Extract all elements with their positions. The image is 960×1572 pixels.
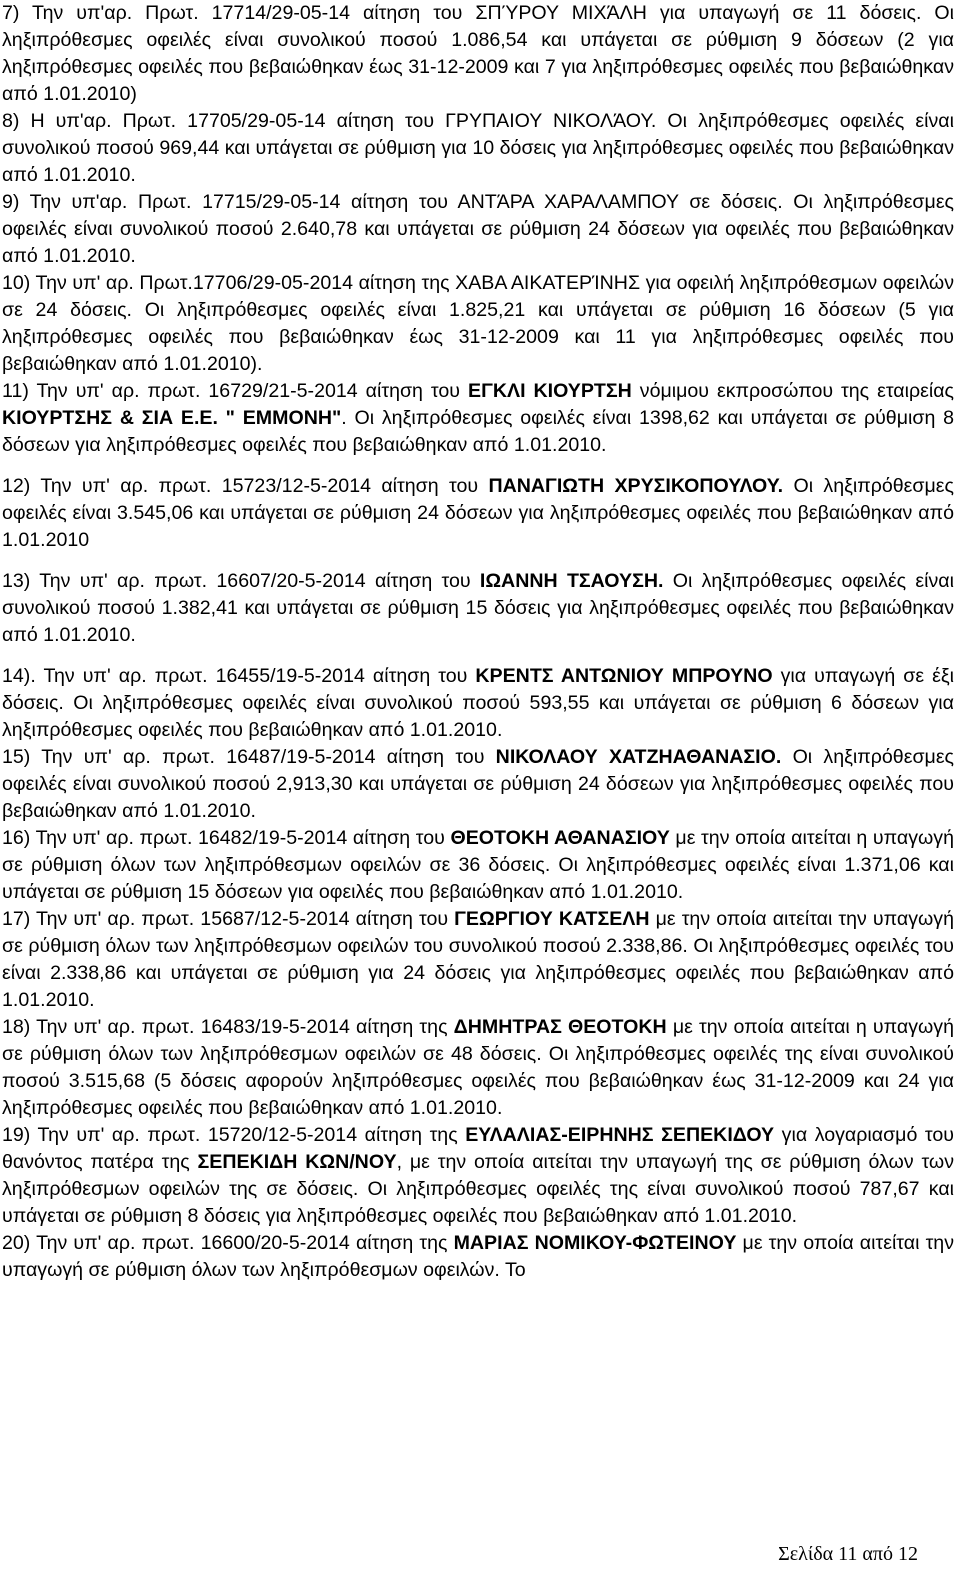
item-text: 15) Την υπ' αρ. πρωτ. 16487/19-5-2014 αίτηση του [2,746,496,768]
bold-name-text: ΜΑΡΙΑΣ ΝΟΜΙΚΟΥ-ΦΩΤΕΙΝΟΥ [453,1232,737,1254]
item-text: 13) Την υπ' αρ. πρωτ. 16607/20-5-2014 αίτηση του [2,570,480,592]
item-text: για υπαγωγή σε έξι δόσεις. Οι ληξιπρόθεσμες οφειλές είναι συνολικού ποσού 593,55 και υπάγεται σε ρύθμιση 6 δόσεων για ληξιπρόθεσμες οφειλές που βεβαιώθηκαν από 1.01.2010. [2,665,954,741]
item-text: νόμιμου εκπροσώπου της εταιρείας [631,380,954,402]
decision-item [2,825,954,906]
item-text: , με την οποία αιτείται την υπαγωγή της σε ρύθμιση όλων των ληξιπρόθεσμων οφειλών της σε δόσεις. Οι ληξιπρόθεσμες οφειλές της είναι συνολικού ποσού 787,67 και υπάγεται σε ρύθμιση 8 δόσεις για ληξιπρόθεσμες οφειλές που βεβαιώθηκαν από 1.01.2010. [2,1151,954,1227]
bold-name-text: ΙΩΑΝΝΗ ΤΣΑΟΥΣΗ. [479,570,664,592]
item-text: 10) Την υπ' αρ. Πρωτ.17706/29-05-2014 αίτηση της ΧΑΒΑ ΑΙΚΑΤΕΡΊΝΗΣ για οφειλή ληξιπρόθεσμων οφειλών σε 24 δόσεις. Οι ληξιπρόθεσμες οφειλές είναι 1.825,21 και υπάγεται σε ρύθμιση 16 δόσεων (5 για ληξιπρόθεσμες οφειλές που βεβαιώθηκαν έως 31-12-2009 και 11 για ληξιπρόθεσμες οφειλές που βεβαιώθηκαν από 1.01.2010). [2,272,954,375]
bold-name-text: ΚΙΟΥΡΤΣΗΣ & ΣΙΑ Ε.Ε. " ΕΜΜΟΝΗ" [2,407,342,429]
bold-name-text: ΕΓΚΛΙ ΚΙΟΥΡΤΣΗ [468,380,632,402]
item-text: 11) Την υπ' αρ. πρωτ. 16729/21-5-2014 αίτηση του [2,380,468,402]
item-text: Οι ληξιπρόθεσμες οφειλές είναι 3.545,06 και υπάγεται σε ρύθμιση 24 δόσεων για ληξιπρόθεσμες οφειλές που βεβαιώθηκαν από 1.01.2010 [2,475,954,551]
item-text: 14). Την υπ' αρ. πρωτ. 16455/19-5-2014 αίτηση του [2,665,476,687]
decision-item [2,189,954,270]
item-text: 7) Την υπ'αρ. Πρωτ. 17714/29-05-14 αίτηση του ΣΠΎΡΟΥ ΜΙΧΆΛΗ για υπαγωγή σε 11 δόσεις. Οι ληξιπρόθεσμες οφειλές είναι συνολικού ποσού 1.086,54 και υπάγεται σε ρύθμιση 9 δόσεων (2 για ληξιπρόθεσμες οφειλές που βεβαιώθηκαν έως 31-12-2009 και 7 για ληξιπρόθεσμες οφειλές που βεβαιώθηκαν από 1.01.2010) [2,2,954,105]
item-text: 20) Την υπ' αρ. πρωτ. 16600/20-5-2014 αίτηση της [2,1232,454,1254]
decision-item [2,270,954,378]
item-text: 9) Την υπ'αρ. Πρωτ. 17715/29-05-14 αίτηση του ΑΝΤΆΡΑ ΧΑΡΑΛΑΜΠΟΥ σε δόσεις. Οι ληξιπρόθεσμες οφειλές είναι συνολικού ποσού 2.640,78 και υπάγεται σε ρύθμιση 24 δόσεων για οφειλές που βεβαιώθηκαν από 1.01.2010. [2,191,954,267]
decision-item [2,906,954,1014]
item-text: με την οποία αιτείται η υπαγωγή σε ρύθμιση όλων των ληξιπρόθεσμων οφειλών σε 36 δόσεις. Οι ληξιπρόθεσμες οφειλές είναι 1.371,06 και υπάγεται σε ρύθμιση 15 δόσεων για οφειλές που βεβαιώθηκαν από 1.01.2010. [2,827,954,903]
document-body [2,0,954,1284]
item-text: 19) Την υπ' αρ. πρωτ. 15720/12-5-2014 αίτηση της [2,1124,466,1146]
decision-item [2,663,954,744]
decision-item [2,1014,954,1122]
decision-item [2,744,954,825]
bold-name-text: ΠΑΝΑΓΙΩΤΗ ΧΡΥΣΙΚΟΠΟΥΛΟΥ. [488,475,784,497]
item-text: Οι ληξιπρόθεσμες οφειλές είναι συνολικού ποσού 1.382,41 και υπάγεται σε ρύθμιση 15 δόσεις για ληξιπρόθεσμες οφειλές που βεβαιώθηκαν από 1.01.2010. [2,570,954,646]
bold-name-text: ΝΙΚΟΛΑΟΥ ΧΑΤΖΗΑΘΑΝΑΣΙΟ. [495,746,782,768]
decision-item [2,1230,954,1284]
bold-name-text: ΚΡΕΝΤΣ ΑΝΤΩΝΙΟΥ ΜΠΡΟΥΝΟ [475,665,773,687]
item-text: Οι ληξιπρόθεσμες οφειλές είναι συνολικού ποσού 2,913,30 και υπάγεται σε ρύθμιση 24 δόσεων για ληξιπρόθεσμες οφειλές που βεβαιώθηκαν από 1.01.2010. [2,746,954,822]
item-text: . Οι ληξιπρόθεσμες οφειλές είναι 1398,62 και υπάγεται σε ρύθμιση 8 δόσεων για ληξιπρόθεσμες οφειλές που βεβαιώθηκαν από 1.01.2010. [2,407,955,456]
item-text: για λογαριασμό του θανόντος πατέρα της [2,1124,955,1173]
decision-item [2,473,954,554]
item-text: 18) Την υπ' αρ. πρωτ. 16483/19-5-2014 αίτηση της [2,1016,454,1038]
item-text: 17) Την υπ' αρ. πρωτ. 15687/12-5-2014 αίτηση του [2,908,455,930]
decision-item [2,568,954,649]
item-text: με την οποία αιτείται η υπαγωγή σε ρύθμιση όλων των ληξιπρόθεσμων οφειλών σε 48 δόσεις. Οι ληξιπρόθεσμες οφειλές της είναι συνολικού ποσού 3.515,68 (5 δόσεις αφορούν ληξιπρόθεσμες οφειλές που βεβαιώθηκαν έως 31-12-2009 και 24 για ληξιπρόθεσμες οφειλές που βεβαιώθηκαν από 1.01.2010. [2,1016,954,1119]
decision-item [2,0,954,108]
decision-item [2,378,954,459]
bold-name-text: ΘΕΟΤΟΚΗ ΑΘΑΝΑΣΙΟΥ [450,827,670,849]
bold-name-text: ΕΥΛΑΛΙΑΣ-ΕΙΡΗΝΗΣ ΣΕΠΕΚΙΔΟΥ [465,1124,775,1146]
item-text: με την οποία αιτείται την υπαγωγή σε ρύθμιση όλων των ληξιπρόθεσμων οφειλών του συνολικού ποσού 2.338,86. Οι ληξιπρόθεσμες οφειλές του είναι 2.338,86 και υπάγεται σε ρύθμιση για 24 δόσεις για ληξιπρόθεσμες οφειλές που βεβαιώθηκαν από 1.01.2010. [2,908,954,1011]
item-text: με την οποία αιτείται την υπαγωγή σε ρύθμιση όλων των ληξιπρόθεσμων οφειλών. Το [2,1232,955,1281]
decision-item [2,108,954,189]
page-number-footer: Σελίδα 11 από 12 [778,1543,918,1565]
bold-name-text: ΓΕΩΡΓΙΟΥ ΚΑΤΣΕΛΗ [454,908,650,930]
bold-name-text: ΔΗΜΗΤΡΑΣ ΘΕΟΤΟΚΗ [453,1016,667,1038]
item-text: 12) Την υπ' αρ. πρωτ. 15723/12-5-2014 αίτηση του [2,475,489,497]
item-text: 8) Η υπ'αρ. Πρωτ. 17705/29-05-14 αίτηση του ΓΡΥΠΑΙΟΥ ΝΙΚΟΛΆΟΥ. Οι ληξιπρόθεσμες οφειλές είναι συνολικού ποσού 969,44 και υπάγεται σε ρύθμιση για 10 δόσεις για ληξιπρόθεσμες οφειλές που βεβαιώθηκαν από 1.01.2010. [2,110,954,186]
item-text: 16) Την υπ' αρ. πρωτ. 16482/19-5-2014 αίτηση του [2,827,451,849]
bold-name-text: ΣΕΠΕΚΙΔΗ ΚΩΝ/ΝΟΥ [197,1151,397,1173]
decision-item [2,1122,954,1230]
